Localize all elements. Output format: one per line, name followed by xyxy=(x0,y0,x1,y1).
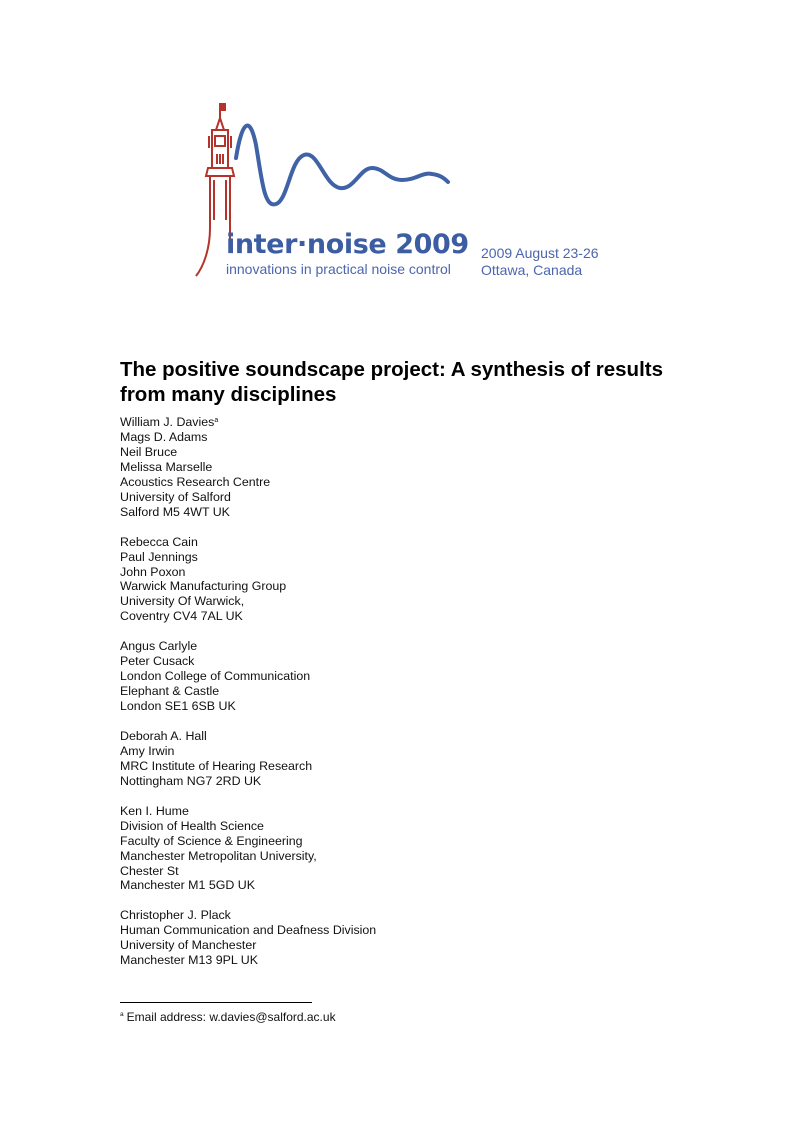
author-line-text: Ken I. Hume xyxy=(120,803,189,818)
author-line-text: London SE1 6SB UK xyxy=(120,699,236,714)
author-line xyxy=(120,878,376,893)
author-line xyxy=(120,609,376,624)
author-line xyxy=(120,594,376,609)
author-line xyxy=(120,684,376,699)
paper-title: The positive soundscape project: A synthesis of results from many disciplines xyxy=(120,357,663,406)
author-line xyxy=(120,475,376,490)
author-line-text: William J. Davies xyxy=(120,415,215,429)
author-line-text: Chester St xyxy=(120,863,179,878)
author-line-text: Peter Cusack xyxy=(120,654,195,669)
author-line xyxy=(120,415,376,430)
footnote-text: Email address: w.davies@salford.ac.uk xyxy=(126,1010,336,1024)
author-line xyxy=(120,908,376,923)
author-line-text: University of Salford xyxy=(120,489,231,504)
author-line xyxy=(120,550,376,565)
author-line-text: Division of Health Science xyxy=(120,818,264,833)
author-line xyxy=(120,849,376,864)
author-line xyxy=(120,445,376,460)
author-line-text: Manchester Metropolitan University, xyxy=(120,848,317,863)
author-line xyxy=(120,579,376,594)
author-line xyxy=(120,774,376,789)
logo-wave xyxy=(236,126,448,205)
conference-logo xyxy=(190,100,469,280)
author-line xyxy=(120,639,376,654)
author-line-text: Rebecca Cain xyxy=(120,534,198,549)
author-line-text: Christopher J. Plack xyxy=(120,908,231,923)
author-line-text: Salford M5 4WT UK xyxy=(120,504,230,519)
author-line xyxy=(120,819,376,834)
author-line-text: Melissa Marselle xyxy=(120,459,213,474)
author-line xyxy=(120,460,376,475)
author-line xyxy=(120,759,376,774)
author-line xyxy=(120,804,376,819)
author-line xyxy=(120,535,376,550)
author-line-text: Warwick Manufacturing Group xyxy=(120,579,287,594)
conference-location: Ottawa, Canada xyxy=(481,262,583,278)
author-line xyxy=(120,669,376,684)
author-line xyxy=(120,505,376,520)
footnote-marker: a xyxy=(120,1011,124,1018)
author-line-text: Manchester M13 9PL UK xyxy=(120,953,258,968)
footnote-marker: a xyxy=(214,417,219,424)
logo-title: inter·noise 2009 xyxy=(226,229,469,260)
author-line xyxy=(120,699,376,714)
author-group xyxy=(120,729,376,789)
logo-tagline: innovations in practical noise control xyxy=(226,261,451,277)
author-line-text: Faculty of Science & Engineering xyxy=(120,833,303,848)
author-line-text: Manchester M1 5GD UK xyxy=(120,878,255,893)
conference-info xyxy=(481,245,599,279)
author-line xyxy=(120,923,376,938)
author-line-text: Amy Irwin xyxy=(120,743,175,758)
author-line xyxy=(120,729,376,744)
footnote-divider xyxy=(120,1002,312,1003)
author-line-text: Neil Bruce xyxy=(120,444,178,459)
author-line-text: John Poxon xyxy=(120,564,186,579)
author-list xyxy=(120,415,376,983)
author-group xyxy=(120,639,376,714)
author-group xyxy=(120,804,376,894)
conference-dates: 2009 August 23-26 xyxy=(481,245,599,261)
author-line xyxy=(120,953,376,968)
author-line xyxy=(120,744,376,759)
footnote xyxy=(120,1010,336,1024)
author-line-text: Paul Jennings xyxy=(120,549,198,564)
author-group xyxy=(120,908,376,968)
author-group xyxy=(120,535,376,625)
author-line-text: Human Communication and Deafness Division xyxy=(120,923,377,938)
author-line-text: Nottingham NG7 2RD UK xyxy=(120,773,262,788)
author-line-text: Elephant & Castle xyxy=(120,684,220,699)
author-line xyxy=(120,565,376,580)
author-group xyxy=(120,415,376,520)
author-line xyxy=(120,938,376,953)
author-line xyxy=(120,430,376,445)
author-line xyxy=(120,864,376,879)
author-line-text: Coventry CV4 7AL UK xyxy=(120,609,243,624)
author-line-text: Angus Carlyle xyxy=(120,639,198,654)
author-line-text: Deborah A. Hall xyxy=(120,728,207,743)
author-line-text: London College of Communication xyxy=(120,669,311,684)
author-line-text: University of Manchester xyxy=(120,938,257,953)
author-line xyxy=(120,654,376,669)
author-line xyxy=(120,490,376,505)
author-line-text: University Of Warwick, xyxy=(120,594,245,609)
author-line xyxy=(120,834,376,849)
author-line-text: MRC Institute of Hearing Research xyxy=(120,758,313,773)
author-line-text: Acoustics Research Centre xyxy=(120,474,271,489)
author-line-text: Mags D. Adams xyxy=(120,429,208,444)
